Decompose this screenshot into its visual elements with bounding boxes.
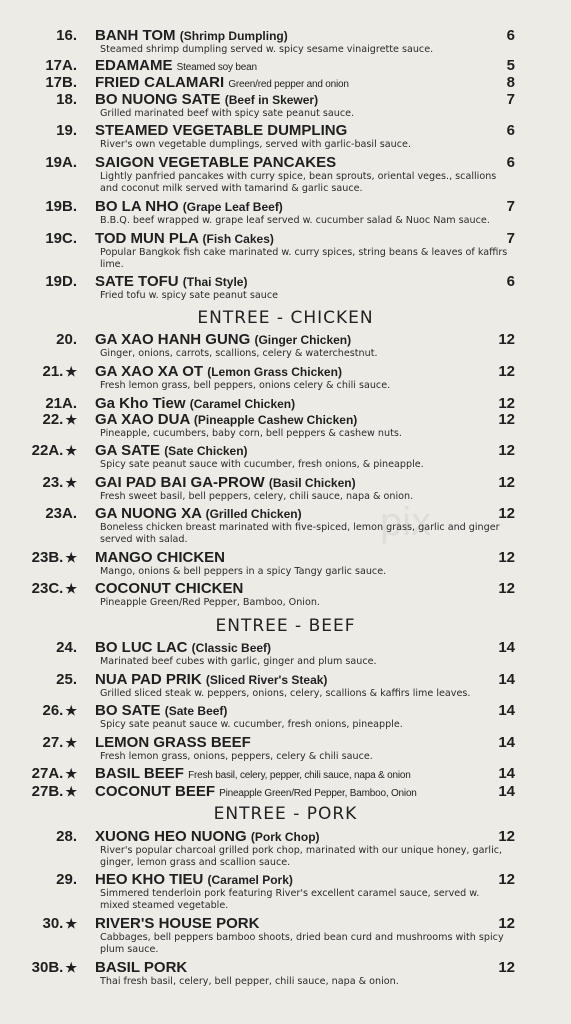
item-price: 12 [498,411,515,428]
item-number: 19C. [45,230,77,247]
item-name: BASIL BEEF Fresh basil, celery, pepper, chili sauce, napa & onion [95,765,411,782]
item-number: 24. [56,639,77,656]
item-number: 22A. ★ [31,442,77,459]
item-price: 14 [498,765,515,782]
item-number: 23. ★ [42,474,77,491]
item-subtitle: (Sate Chicken) [164,444,248,458]
star-icon: ★ [65,364,77,379]
item-description: Spicy sate peanut sauce with cucumber, fresh onions, & pineapple. [100,459,424,470]
item-description: Grilled marinated beef with spicy sate peanut sauce. [100,108,355,119]
item-price: 6 [506,27,515,44]
item-number: 19B. [45,198,77,215]
watermark: pix [380,500,432,544]
item-price: 12 [498,959,515,976]
item-price: 12 [498,395,515,412]
item-price: 7 [506,91,515,108]
item-price: 6 [506,154,515,171]
star-icon: ★ [65,443,77,458]
section-heading: ENTREE - BEEF [215,616,356,636]
item-price: 12 [498,442,515,459]
item-subtitle: (Grape Leaf Beef) [182,200,283,214]
item-number: 21. ★ [42,363,77,380]
item-name: Ga Kho Tiew (Caramel Chicken) [95,395,296,412]
star-icon: ★ [65,703,77,718]
item-number: 26. ★ [42,702,77,719]
star-icon: ★ [65,581,77,596]
item-name: RIVER'S HOUSE PORK [95,915,260,932]
item-number: 19D. [45,273,77,290]
item-subtitle: (Sate Beef) [164,704,228,718]
item-price: 8 [506,74,515,91]
item-price: 7 [506,198,515,215]
item-number: 22. ★ [42,411,77,428]
item-description: River's popular charcoal grilled pork chop, marinated with our unique honey, garlic, ginger, lemon grass and scallion sauce. [100,845,503,868]
item-number: 17A. [45,57,77,74]
item-name: TOD MUN PLA (Fish Cakes) [95,230,274,247]
item-name: XUONG HEO NUONG (Pork Chop) [95,828,320,845]
item-price: 12 [498,474,515,491]
star-icon: ★ [65,784,77,799]
item-number: 23B. ★ [31,549,77,566]
item-description: Simmered tenderloin pork featuring River's excellent caramel sauce, served w. mixed steamed vegetable. [100,888,480,911]
item-name: BO NUONG SATE (Beef in Skewer) [95,91,319,108]
item-name: BO LA NHO (Grape Leaf Beef) [95,198,283,215]
item-description: Steamed shrimp dumpling served w. spicy sesame vinaigrette sauce. [100,44,434,55]
item-number: 25. [56,671,77,688]
item-price: 6 [506,273,515,290]
item-price: 5 [506,57,515,74]
item-inline-description: Pineapple Green/Red Pepper, Bamboo, Onion [219,788,417,799]
item-name: STEAMED VEGETABLE DUMPLING [95,122,348,139]
item-number: 17B. [45,74,77,91]
item-subtitle: (Pineapple Cashew Chicken) [193,413,358,427]
item-description: Marinated beef cubes with garlic, ginger and plum sauce. [100,656,377,667]
item-inline-description: Fresh basil, celery, pepper, chili sauce, napa & onion [188,770,411,781]
item-price: 12 [498,363,515,380]
item-number: 30. ★ [42,915,77,932]
item-name: EDAMAME Steamed soy bean [95,57,257,74]
item-number: 27. ★ [42,734,77,751]
item-description: Thai fresh basil, celery, bell pepper, chili sauce, napa & onion. [100,976,399,987]
item-price: 12 [498,505,515,522]
item-price: 12 [498,580,515,597]
section-heading: ENTREE - CHICKEN [197,308,374,328]
item-description: Fresh lemon grass, onions, peppers, celery & chili sauce. [100,751,373,762]
item-subtitle: (Fish Cakes) [202,232,274,246]
item-description: Fried tofu w. spicy sate peanut sauce [100,290,278,301]
item-name: HEO KHO TIEU (Caramel Pork) [95,871,293,888]
item-name: GA SATE (Sate Chicken) [95,442,248,459]
item-name: GA XAO XA OT (Lemon Grass Chicken) [95,363,342,380]
item-description: Mango, onions & bell peppers in a spicy Tangy garlic sauce. [100,566,387,577]
item-number: 23A. [45,505,77,522]
star-icon: ★ [65,475,77,490]
item-name: COCONUT BEEF Pineapple Green/Red Pepper, Bamboo, Onion [95,783,417,800]
item-name: SAIGON VEGETABLE PANCAKES [95,154,337,171]
item-inline-description: Steamed soy bean [176,62,257,73]
item-number: 16. [56,27,77,44]
item-name: NUA PAD PRIK (Sliced River's Steak) [95,671,328,688]
item-number: 19. [56,122,77,139]
item-number: 20. [56,331,77,348]
item-name: GAI PAD BAI GA-PROW (Basil Chicken) [95,474,356,491]
item-price: 12 [498,871,515,888]
item-price: 12 [498,331,515,348]
item-subtitle: (Thai Style) [182,275,248,289]
item-subtitle: (Basil Chicken) [268,476,356,490]
item-description: Pineapple Green/Red Pepper, Bamboo, Onion. [100,597,320,608]
item-price: 14 [498,734,515,751]
item-name: BO SATE (Sate Beef) [95,702,228,719]
item-subtitle: (Caramel Pork) [207,873,293,887]
item-description: Popular Bangkok fish cake marinated w. curry spices, string beans & leaves of kaffirs lime. [100,247,508,270]
item-subtitle: (Lemon Grass Chicken) [207,365,342,379]
item-number: 23C. ★ [31,580,77,597]
item-description: Cabbages, bell peppers bamboo shoots, dried bean curd and mushrooms with spicy plum sauce. [100,932,504,955]
item-name: MANGO CHICKEN [95,549,225,566]
item-number: 19A. [45,154,77,171]
item-description: Grilled sliced steak w. peppers, onions, celery, scallions & kaffirs lime leaves. [100,688,471,699]
item-description: B.B.Q. beef wrapped w. grape leaf served w. cucumber salad & Nuoc Nam sauce. [100,215,490,226]
item-description: River's own vegetable dumplings, served with garlic-basil sauce. [100,139,411,150]
item-subtitle: (Grilled Chicken) [205,507,302,521]
item-description: Fresh lemon grass, bell peppers, onions celery & chili sauce. [100,380,391,391]
item-number: 27A. ★ [31,765,77,782]
item-price: 12 [498,828,515,845]
item-name: BASIL PORK [95,959,188,976]
item-description: Lightly panfried pancakes with curry spice, bean sprouts, oriental veges., scallions and coconut milk served with tamarind & garlic sauce. [100,171,497,194]
item-name: GA XAO HANH GUNG (Ginger Chicken) [95,331,352,348]
item-subtitle: (Caramel Chicken) [189,397,296,411]
item-price: 14 [498,783,515,800]
star-icon: ★ [65,960,77,975]
item-number: 29. [56,871,77,888]
item-description: Boneless chicken breast marinated with five-spiced, lemon grass, garlic and ginger served with salad. [100,522,500,545]
item-name: BANH TOM (Shrimp Dumpling) [95,27,288,44]
star-icon: ★ [65,916,77,931]
item-name: GA NUONG XA (Grilled Chicken) [95,505,302,522]
item-name: SATE TOFU (Thai Style) [95,273,248,290]
item-subtitle: (Pork Chop) [250,830,320,844]
item-price: 7 [506,230,515,247]
item-subtitle: (Beef in Skewer) [224,93,319,107]
item-number: 18. [56,91,77,108]
star-icon: ★ [65,412,77,427]
item-price: 14 [498,639,515,656]
item-description: Ginger, onions, carrots, scallions, celery & waterchestnut. [100,348,378,359]
item-number: 28. [56,828,77,845]
item-price: 14 [498,702,515,719]
item-description: Spicy sate peanut sauce w. cucumber, fresh onions, pineapple. [100,719,403,730]
item-name: BO LUC LAC (Classic Beef) [95,639,272,656]
item-price: 12 [498,915,515,932]
item-name: COCONUT CHICKEN [95,580,244,597]
item-price: 14 [498,671,515,688]
item-description: Pineapple, cucumbers, baby corn, bell peppers & cashew nuts. [100,428,402,439]
item-name: LEMON GRASS BEEF [95,734,251,751]
section-heading: ENTREE - PORK [213,804,358,824]
item-price: 12 [498,549,515,566]
item-subtitle: (Sliced River's Steak) [205,673,328,687]
item-subtitle: (Classic Beef) [191,641,272,655]
item-subtitle: (Ginger Chicken) [254,333,352,347]
star-icon: ★ [65,766,77,781]
item-number: 27B. ★ [31,783,77,800]
item-description: Fresh sweet basil, bell peppers, celery, chili sauce, napa & onion. [100,491,414,502]
item-subtitle: (Shrimp Dumpling) [179,29,288,43]
item-number: 21A. [45,395,77,412]
item-name: GA XAO DUA (Pineapple Cashew Chicken) [95,411,358,428]
item-name: FRIED CALAMARI Green/red pepper and onion [95,74,349,91]
item-inline-description: Green/red pepper and onion [228,79,349,90]
item-number: 30B. ★ [31,959,77,976]
star-icon: ★ [65,550,77,565]
star-icon: ★ [65,735,77,750]
item-price: 6 [506,122,515,139]
